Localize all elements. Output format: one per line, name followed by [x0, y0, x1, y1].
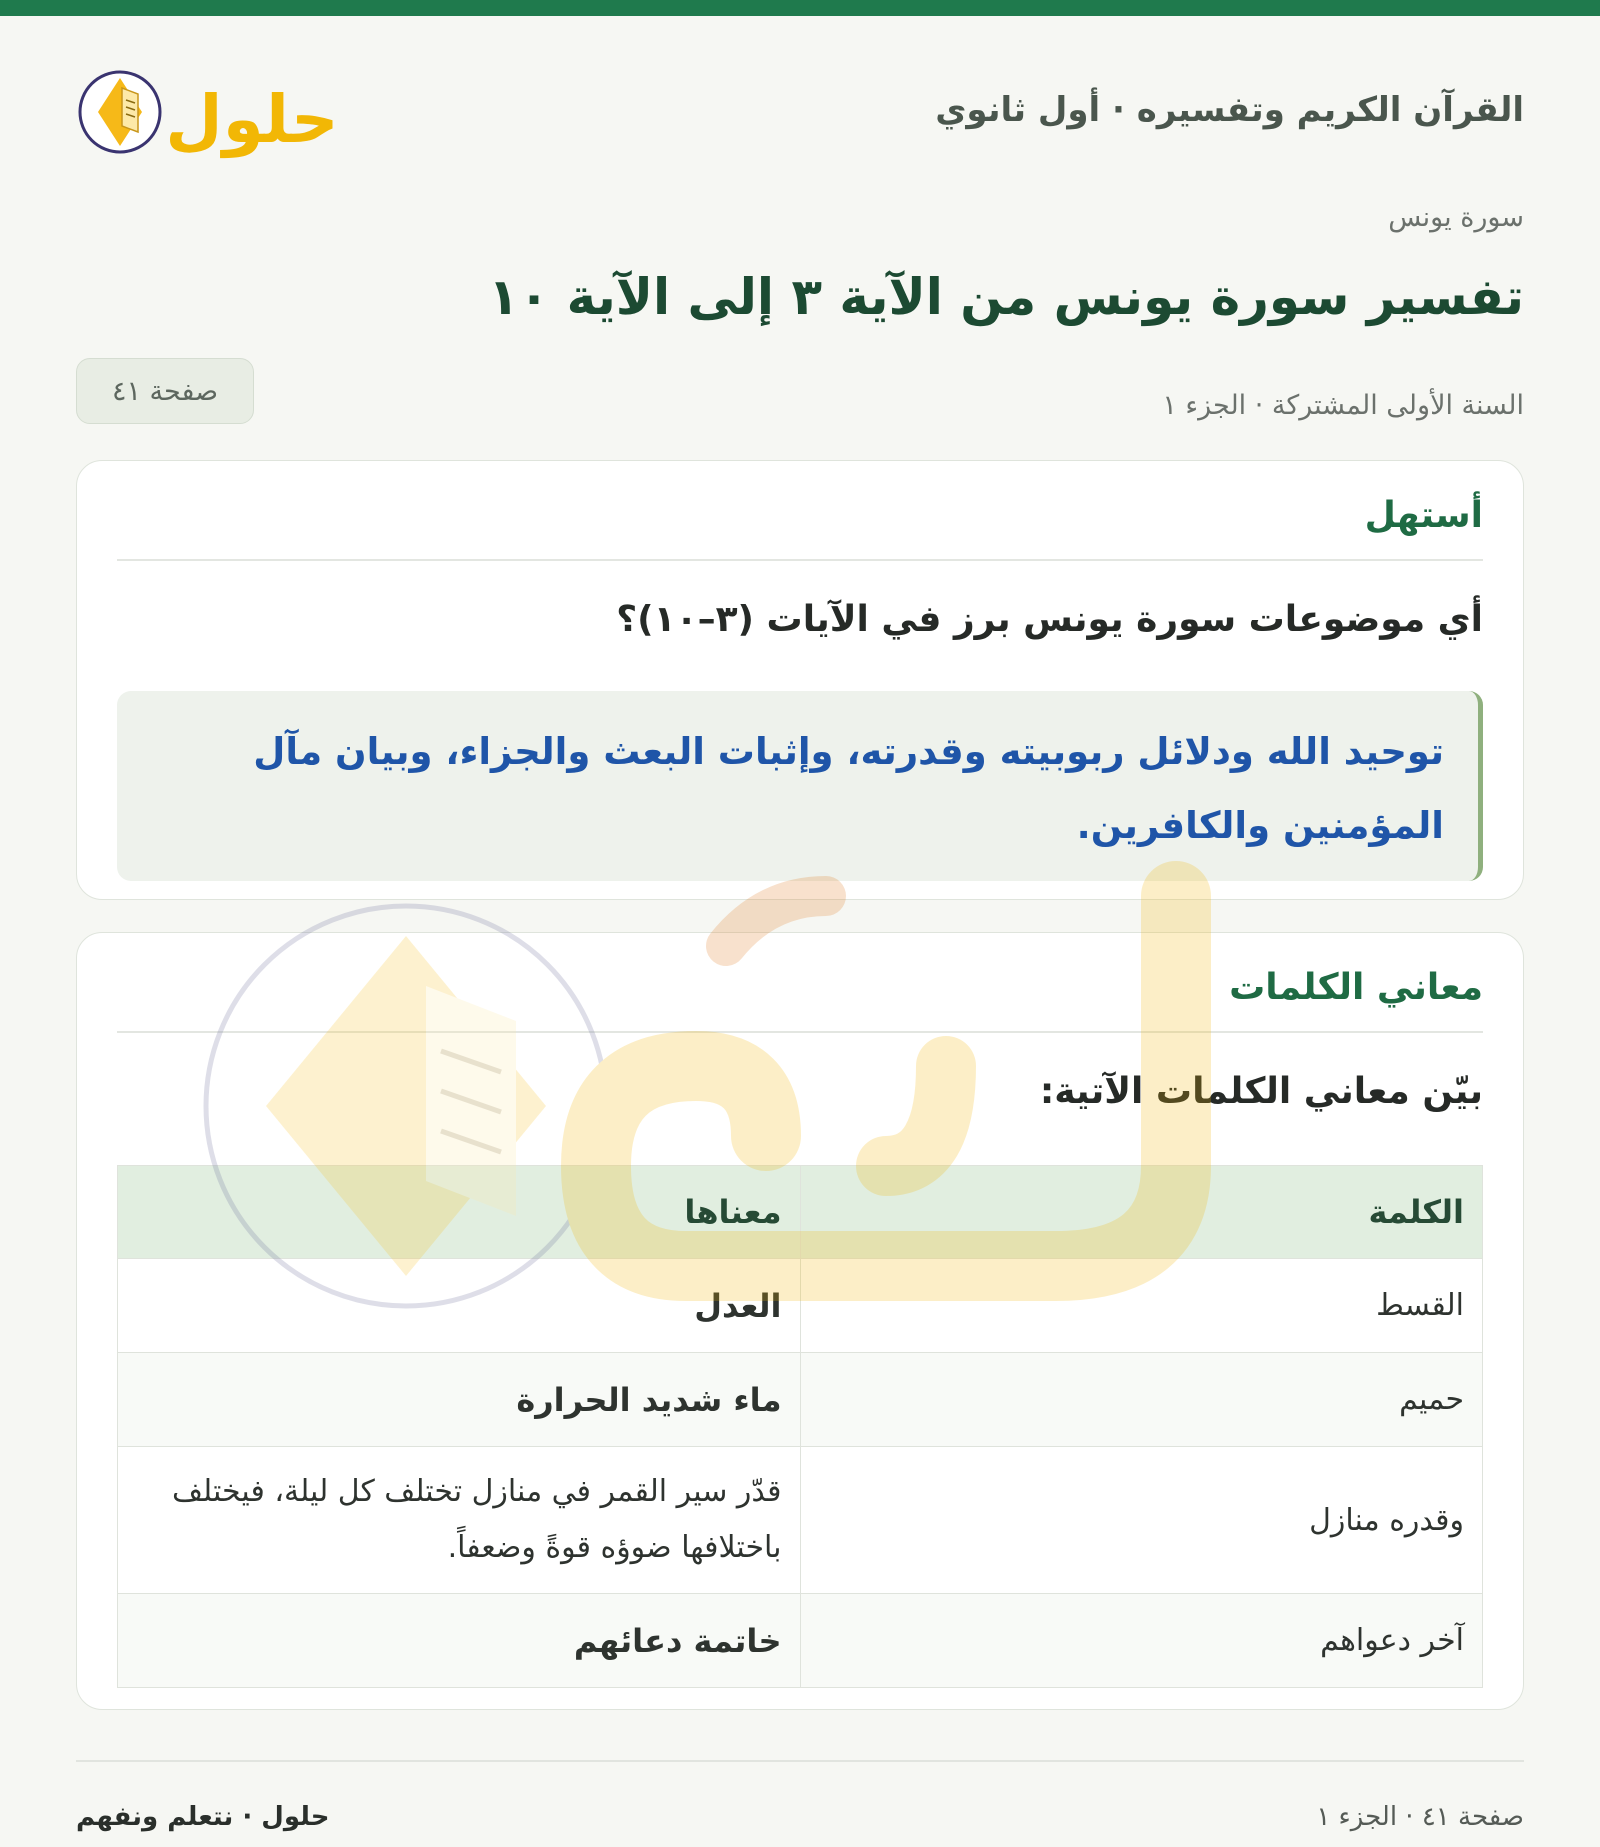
- word-meanings-header: [117, 933, 1483, 1033]
- table-header-row: [118, 1166, 1483, 1259]
- column-header-word: الكلمة: [800, 1166, 1483, 1259]
- meaning-cell: قدّر سير القمر في منازل تختلف كل ليلة، فيختلف باختلافها ضوؤه قوةً وضعفاً.: [118, 1447, 801, 1594]
- breadcrumb[interactable]: سورة يونس: [1388, 202, 1524, 233]
- word-meanings-card: [76, 932, 1524, 1710]
- page-meta: السنة الأولى المشتركة · الجزء ١: [1162, 390, 1524, 421]
- table-row: [118, 1353, 1483, 1447]
- meaning-cell: ماء شديد الحرارة: [118, 1353, 801, 1447]
- column-header-meaning: معناها: [118, 1166, 801, 1259]
- subject-heading: القرآن الكريم وتفسيره · أول ثانوي: [935, 90, 1524, 130]
- word-meanings-instruction: بيّن معاني الكلمات الآتية:: [1039, 1071, 1483, 1112]
- intro-question: أي موضوعات سورة يونس برز في الآيات (٣–١٠)؟: [616, 599, 1483, 640]
- book-icon: [80, 72, 160, 152]
- header: [76, 16, 1524, 421]
- footer-page-info: صفحة ٤١ · الجزء ١: [1316, 1802, 1524, 1832]
- footer: [76, 1760, 1524, 1832]
- logo-text: حلول: [165, 81, 339, 158]
- answer-box: [117, 691, 1483, 881]
- intro-card-title: أستهل: [1364, 495, 1483, 536]
- page: [76, 16, 1524, 1832]
- top-accent-bar: [0, 0, 1600, 16]
- meaning-cell: خاتمة دعائهم: [118, 1594, 801, 1688]
- word-meanings-title: معاني الكلمات: [1229, 967, 1483, 1008]
- footer-brand: حلول · نتعلم ونفهم: [76, 1802, 330, 1832]
- meaning-cell: العدل: [118, 1259, 801, 1353]
- table-row: [118, 1259, 1483, 1353]
- answer-text: توحيد الله ودلائل ربوبيته وقدرته، وإثبات البعث والجزاء، وبيان مآل المؤمنين والكافرين.: [253, 730, 1444, 847]
- word-cell: حميم: [800, 1353, 1483, 1447]
- word-meanings-table: [117, 1165, 1483, 1688]
- word-cell: آخر دعواهم: [800, 1594, 1483, 1688]
- word-cell: وقدره منازل: [800, 1447, 1483, 1594]
- intro-card-header: [117, 461, 1483, 561]
- word-cell: القسط: [800, 1259, 1483, 1353]
- intro-card: [76, 460, 1524, 900]
- site-logo[interactable]: [76, 54, 346, 164]
- page-title: تفسير سورة يونس من الآية ٣ إلى الآية ١٠: [488, 268, 1524, 326]
- page-number-badge: صفحة ٤١: [76, 358, 254, 424]
- table-row: [118, 1447, 1483, 1594]
- table-row: [118, 1594, 1483, 1688]
